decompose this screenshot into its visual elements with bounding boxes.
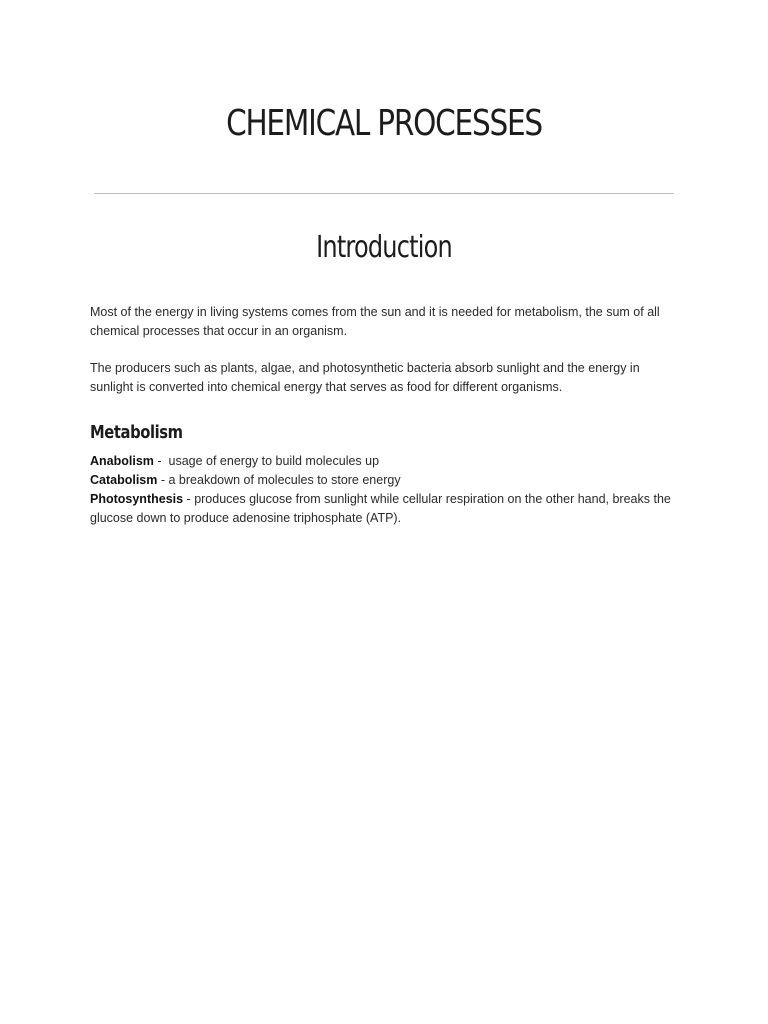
definition-list bbox=[90, 452, 680, 528]
definition-term: Catabolism bbox=[90, 473, 158, 487]
definition-text: produces glucose from sunlight while cellular respiration on the other hand, breaks the glucose down to produce adenosine triphosphate (ATP). bbox=[90, 492, 671, 525]
definition-item-anabolism bbox=[90, 452, 680, 471]
definition-term: Photosynthesis bbox=[90, 492, 184, 506]
subheading-metabolism: Metabolism bbox=[90, 422, 183, 443]
definition-term: Anabolism bbox=[90, 454, 154, 468]
definition-separator: - bbox=[157, 473, 169, 487]
definition-text: a breakdown of molecules to store energy bbox=[168, 473, 401, 487]
intro-paragraph-2: The producers such as plants, algae, and photosynthetic bacteria absorb sunlight and the energy in sunlight is converted into chemical energy that serves as food for different organisms. bbox=[90, 361, 640, 394]
definition-text: usage of energy to build molecules up bbox=[168, 454, 380, 468]
definition-separator: - bbox=[153, 454, 169, 468]
document-title: CHEMICAL PROCESSES bbox=[226, 103, 542, 144]
definition-item-catabolism bbox=[90, 471, 680, 490]
intro-paragraph-1: Most of the energy in living systems comes from the sun and it is needed for metabolism, the sum of all chemical processes that occur in an organism. bbox=[90, 305, 660, 338]
horizontal-divider bbox=[94, 193, 674, 194]
section-heading-introduction: Introduction bbox=[316, 230, 452, 265]
definition-item-photosynthesis bbox=[90, 490, 680, 528]
definition-separator: - bbox=[183, 492, 195, 506]
